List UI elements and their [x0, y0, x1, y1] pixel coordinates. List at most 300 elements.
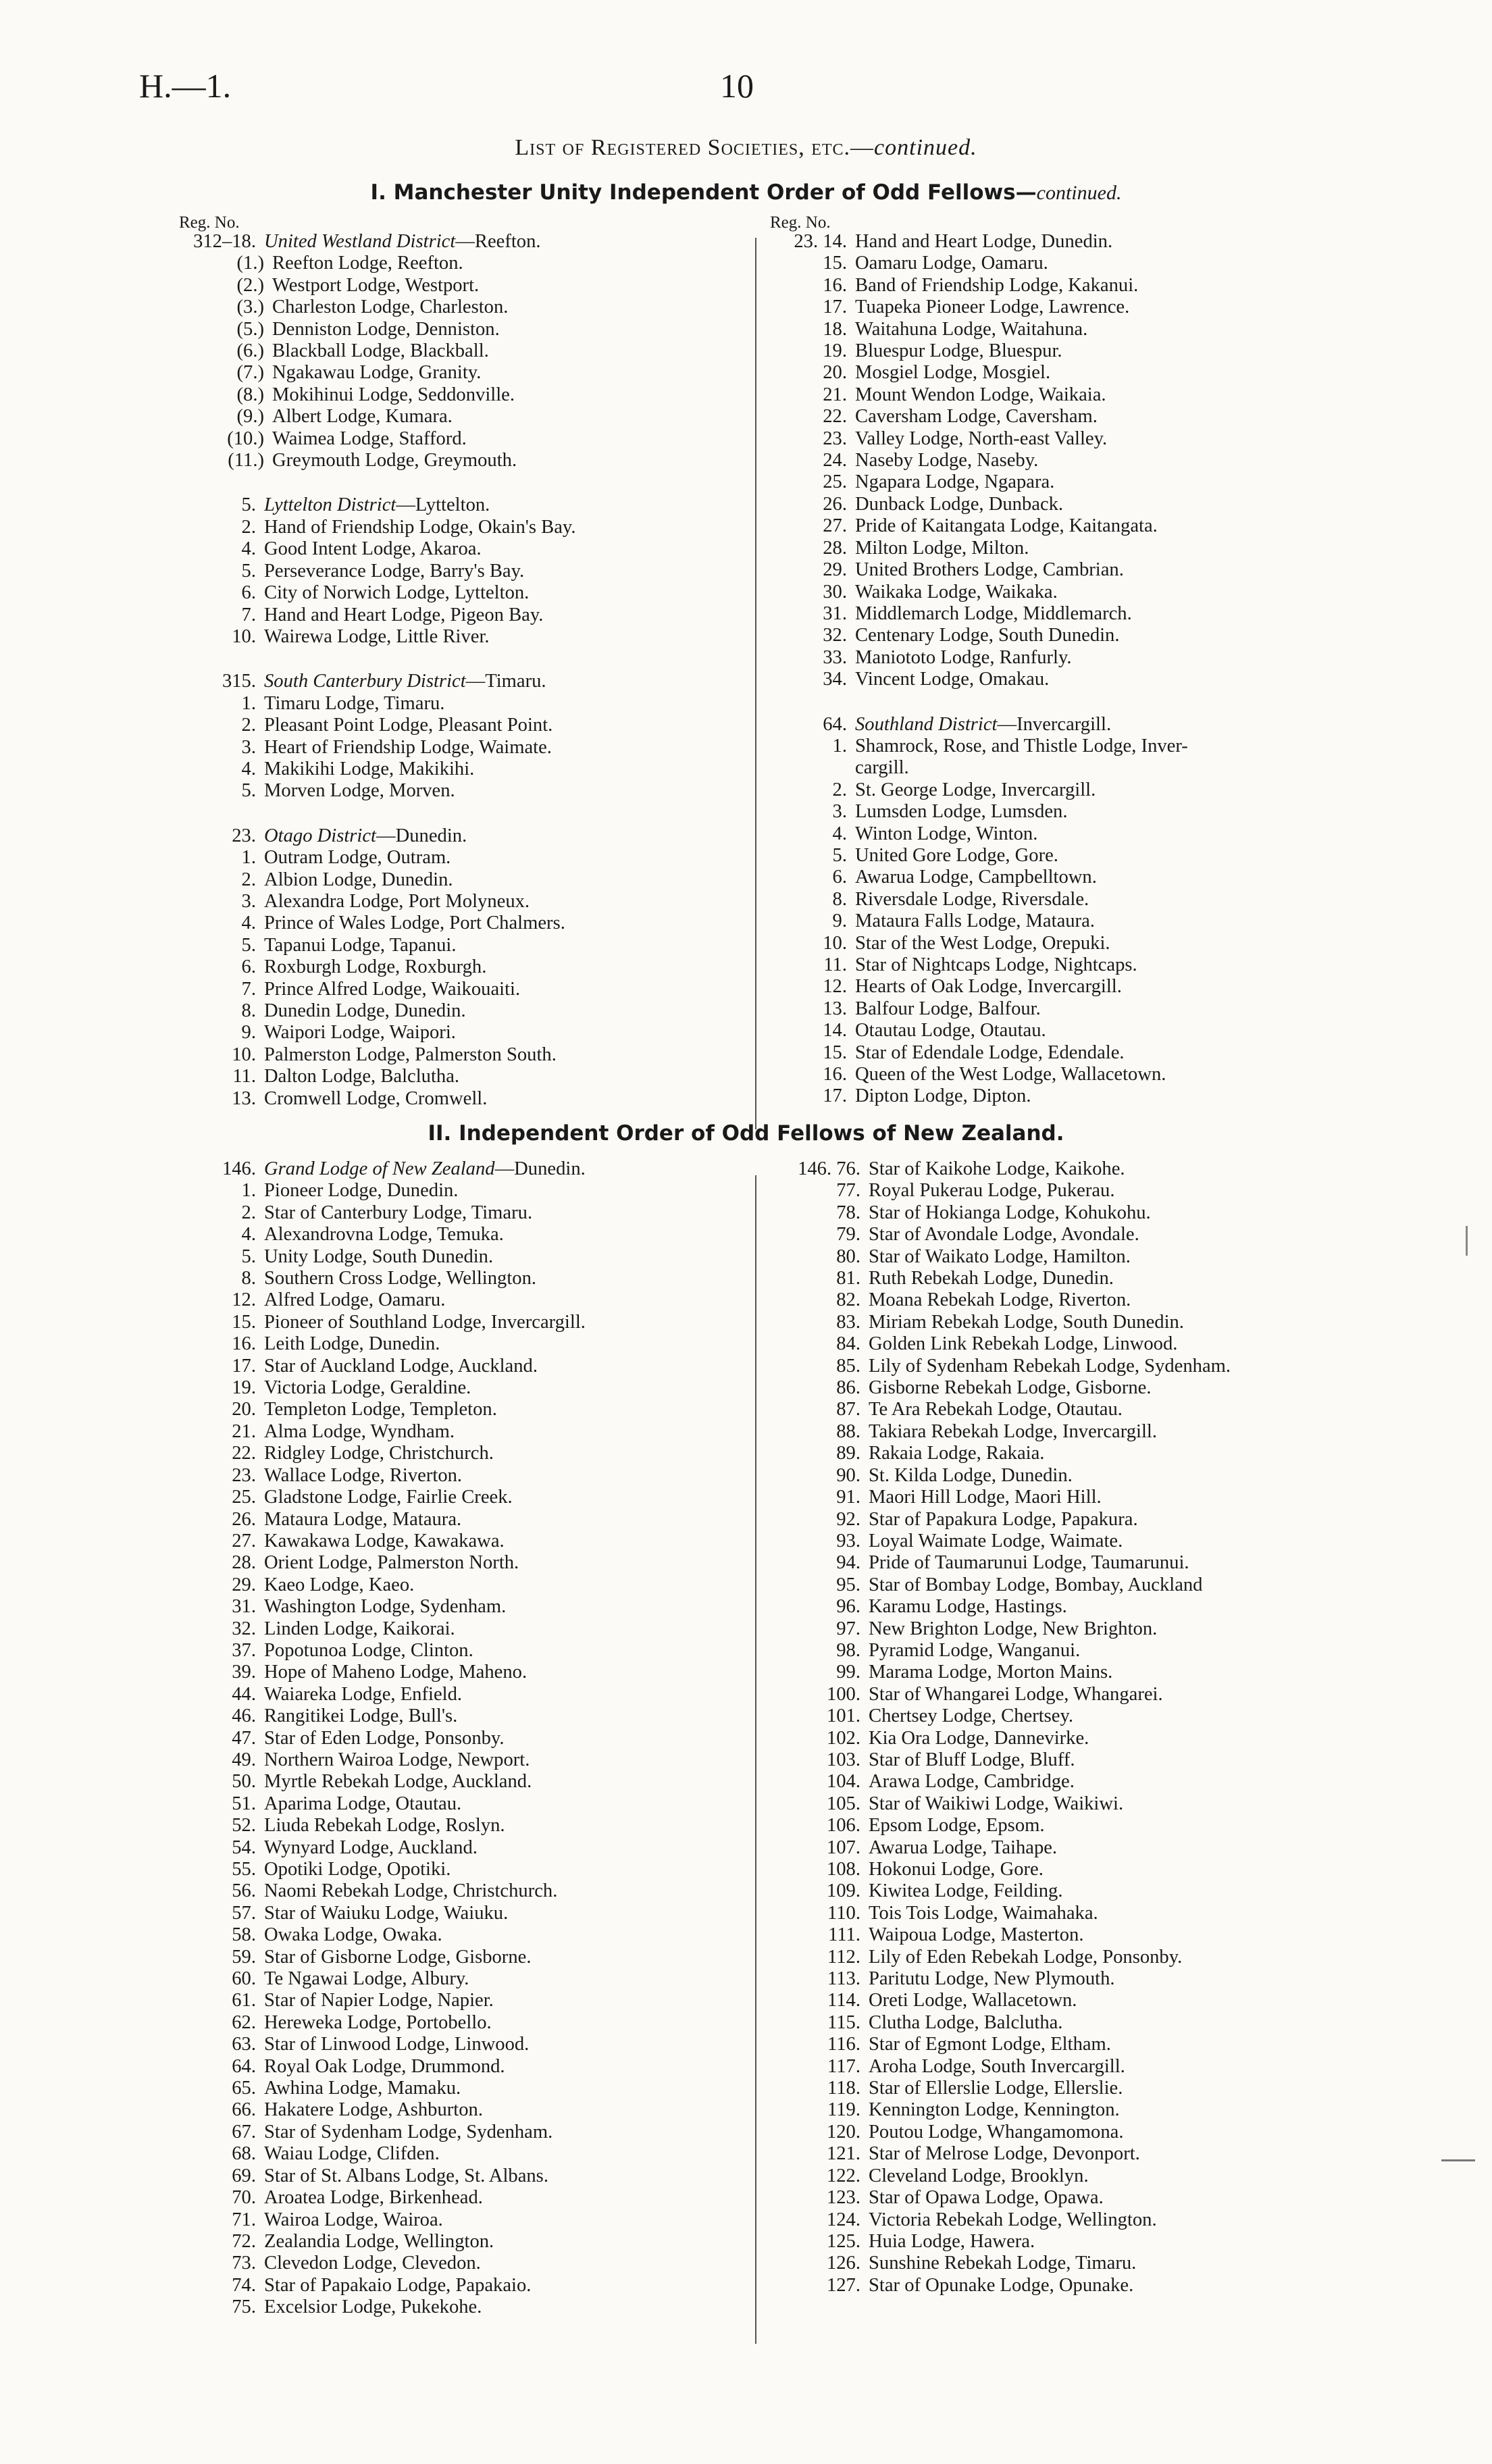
lodge-entry — [783, 2253, 1391, 2274]
entry-number: 9. — [241, 1022, 256, 1044]
lodge-name: Queen of the West Lodge, Wallacetown. — [855, 1064, 1166, 1085]
lodge-entry — [179, 956, 746, 978]
entry-number: 10. — [823, 932, 847, 954]
page-title — [0, 135, 1492, 161]
lodge-name: Lumsden Lodge, Lumsden. — [855, 801, 1068, 823]
entry-number: 80. — [836, 1246, 860, 1267]
entry-number: 98. — [836, 1639, 860, 1661]
entry-number: 101. — [826, 1705, 860, 1727]
entry-number: 120. — [826, 2121, 860, 2142]
lodge-name: Good Intent Lodge, Akaroa. — [264, 538, 482, 560]
lodge-name: Owaka Lodge, Owaka. — [264, 1924, 442, 1946]
lodge-name: Sunshine Rebekah Lodge, Timaru. — [869, 2253, 1137, 2274]
lodge-entry — [783, 2187, 1391, 2209]
entry-number: 32. — [232, 1618, 256, 1639]
entry-number: 16. — [823, 274, 847, 296]
lodge-entry — [179, 2165, 746, 2187]
lodge-entry — [179, 847, 746, 869]
lodge-name: Aparima Lodge, Otautau. — [264, 1793, 462, 1814]
lodge-name: Hand and Heart Lodge, Dunedin. — [855, 231, 1113, 252]
entry-number: (5.) — [236, 318, 264, 340]
lodge-entry — [783, 1333, 1391, 1355]
lodge-name: Makikihi Lodge, Makikihi. — [264, 758, 475, 779]
lodge-name: Caversham Lodge, Caversham. — [855, 406, 1098, 428]
lodge-name: Star of St. Albans Lodge, St. Albans. — [264, 2165, 548, 2186]
entry-number: 8. — [832, 888, 847, 910]
entry-number: 62. — [232, 2011, 256, 2033]
lodge-name: Hand and Heart Lodge, Pigeon Bay. — [264, 604, 544, 625]
lodge-entry — [179, 1552, 746, 1574]
entry-number: 10. — [232, 1044, 256, 1065]
lodge-name: Star of Whangarei Lodge, Whangarei. — [869, 1683, 1163, 1705]
entry-number: 77. — [836, 1180, 860, 1202]
entry-number: 63. — [232, 2034, 256, 2055]
lodge-name: Alexandrovna Lodge, Temuka. — [264, 1224, 504, 1246]
entry-number: 8. — [241, 1268, 256, 1289]
lodge-entry — [179, 979, 746, 1000]
lodge-entry — [179, 2034, 746, 2055]
lodge-entry — [770, 910, 1378, 932]
lodge-name: Hope of Maheno Lodge, Maheno. — [264, 1662, 528, 1683]
lodge-name: Paritutu Lodge, New Plymouth. — [869, 1968, 1115, 1990]
lodge-name: Star of Melrose Lodge, Devonport. — [869, 2143, 1140, 2165]
lodge-name: New Brighton Lodge, New Brighton. — [869, 1618, 1158, 1639]
lodge-entry — [770, 954, 1378, 976]
district-heading — [179, 231, 746, 253]
lodge-entry — [179, 1487, 746, 1508]
lodge-name: Star of Waikiwi Lodge, Waikiwi. — [869, 1793, 1124, 1814]
lodge-name: Clevedon Lodge, Clevedon. — [264, 2253, 481, 2274]
entry-number: 1. — [832, 735, 847, 756]
lodge-entry — [179, 1312, 746, 1333]
entry-number: 25. — [823, 471, 847, 493]
lodge-entry — [179, 538, 746, 560]
entry-number: 56. — [232, 1880, 256, 1902]
lodge-entry — [770, 471, 1378, 493]
lodge-name: Waiareka Lodge, Enfield. — [264, 1683, 463, 1705]
lodge-entry — [783, 1903, 1391, 1924]
entry-number: 31. — [823, 602, 847, 624]
lodge-entry — [770, 867, 1378, 888]
lodge-name: Pleasant Point Lodge, Pleasant Point. — [264, 715, 553, 736]
lodge-name: Star of Bluff Lodge, Bluff. — [869, 1749, 1075, 1770]
entry-number: 11. — [232, 1066, 256, 1087]
entry-number: 6. — [241, 956, 256, 978]
lodge-name: Star of Napier Lodge, Napier. — [264, 1990, 494, 2011]
section-heading-manchester-unity — [0, 180, 1492, 205]
lodge-entry — [179, 605, 746, 626]
lodge-name: Timaru Lodge, Timaru. — [264, 692, 445, 714]
lodge-entry — [783, 2056, 1391, 2078]
lodge-entry — [783, 1202, 1391, 1224]
entry-number: 100. — [826, 1683, 860, 1705]
lodge-entry — [179, 1662, 746, 1683]
lodge-entry — [179, 1947, 746, 1968]
lodge-entry — [179, 1771, 746, 1793]
entry-number: 66. — [232, 2099, 256, 2121]
entry-number: 68. — [232, 2143, 256, 2165]
lodge-name: Ngapara Lodge, Ngapara. — [855, 471, 1055, 493]
entry-number: 121. — [826, 2143, 860, 2165]
lodge-name: Prince Alfred Lodge, Waikouaiti. — [264, 978, 521, 1000]
lodge-entry — [783, 1880, 1391, 1902]
lodge-entry — [179, 693, 746, 715]
lodge-entry — [783, 2275, 1391, 2296]
lodge-entry — [179, 891, 746, 913]
entry-number: 65. — [232, 2078, 256, 2099]
lodge-name: Heart of Friendship Lodge, Waimate. — [264, 736, 552, 758]
entry-number: 90. — [836, 1464, 860, 1486]
entry-number: 85. — [836, 1355, 860, 1377]
entry-number: 312–18. — [193, 231, 256, 252]
lodge-name: Wairoa Lodge, Wairoa. — [264, 2209, 443, 2230]
entry-number: 32. — [823, 625, 847, 646]
entry-number: 111. — [828, 1924, 860, 1946]
entry-number: 64. — [823, 713, 847, 735]
lodge-name: Pyramid Lodge, Wanganui. — [869, 1639, 1081, 1661]
lodge-entry — [770, 625, 1378, 646]
lodge-name: Alfred Lodge, Oamaru. — [264, 1289, 446, 1311]
lodge-entry — [770, 976, 1378, 998]
entry-number: 123. — [826, 2187, 860, 2209]
lodge-name: Mount Wendon Lodge, Waikaia. — [855, 384, 1106, 405]
lodge-entry — [783, 2143, 1391, 2165]
lodge-name: Cromwell Lodge, Cromwell. — [264, 1087, 488, 1109]
section1-right-column — [770, 215, 1378, 1108]
lodge-name: Waikaka Lodge, Waikaka. — [855, 581, 1058, 602]
lodge-entry — [770, 779, 1378, 801]
lodge-entry — [770, 428, 1378, 450]
lodge-entry — [179, 1465, 746, 1487]
lodge-name: Charleston Lodge, Charleston. — [272, 297, 509, 318]
lodge-entry — [179, 715, 746, 736]
entry-number: 44. — [232, 1683, 256, 1705]
entry-number: 2. — [241, 516, 256, 538]
lodge-entry — [179, 935, 746, 956]
lodge-entry — [179, 517, 746, 538]
entry-number: 82. — [836, 1289, 860, 1311]
spacer — [179, 648, 746, 671]
lodge-name: Zealandia Lodge, Wellington. — [264, 2230, 494, 2252]
lodge-entry — [783, 2012, 1391, 2034]
district-heading — [179, 494, 746, 516]
lodge-name: Pioneer of Southland Lodge, Invercargill. — [264, 1311, 586, 1333]
lodge-name: Star of Papakura Lodge, Papakura. — [869, 1508, 1138, 1530]
lodge-name: United Gore Lodge, Gore. — [855, 844, 1058, 866]
lodge-name: Middlemarch Lodge, Middlemarch. — [855, 602, 1132, 624]
lodge-entry — [179, 2122, 746, 2143]
entry-number: 29. — [232, 1574, 256, 1595]
entry-number: 33. — [823, 646, 847, 668]
lodge-entry — [770, 494, 1378, 515]
entry-number: 1. — [241, 847, 256, 869]
entry-number: 86. — [836, 1377, 860, 1399]
entry-number: 4. — [241, 538, 256, 560]
lodge-entry — [783, 1859, 1391, 1880]
lodge-entry — [783, 1574, 1391, 1596]
lodge-entry — [179, 626, 746, 648]
lodge-name: Maniototo Lodge, Ranfurly. — [855, 646, 1072, 668]
entry-number: (10.) — [227, 428, 264, 449]
entry-number: 57. — [232, 1902, 256, 1924]
lodge-entry — [179, 1705, 746, 1727]
lodge-entry — [179, 1202, 746, 1224]
lodge-entry — [783, 1246, 1391, 1268]
lodge-name: Waitahuna Lodge, Waitahuna. — [855, 318, 1088, 340]
lodge-name: Morven Lodge, Morven. — [264, 780, 455, 802]
entry-number: 69. — [232, 2165, 256, 2186]
entry-number: 17. — [232, 1355, 256, 1377]
entry-number: 34. — [823, 669, 847, 690]
lodge-entry — [770, 603, 1378, 625]
entry-number: 81. — [836, 1268, 860, 1289]
lodge-name: Outram Lodge, Outram. — [264, 847, 451, 869]
lodge-name: Blackball Lodge, Blackball. — [272, 340, 489, 362]
lodge-entry — [783, 2078, 1391, 2099]
lodge-name: Royal Oak Lodge, Drummond. — [264, 2055, 505, 2077]
entry-number: 109. — [826, 1880, 860, 1902]
lodge-name: Karamu Lodge, Hastings. — [869, 1596, 1067, 1618]
lodge-entry — [783, 1487, 1391, 1508]
lodge-name: Hokonui Lodge, Gore. — [869, 1859, 1044, 1880]
entry-number: 2. — [241, 715, 256, 736]
lodge-entry — [770, 1020, 1378, 1042]
entry-number: 19. — [823, 340, 847, 362]
lodge-entry — [783, 2165, 1391, 2187]
lodge-entry — [179, 737, 746, 759]
lodge-entry — [783, 1618, 1391, 1640]
lodge-name: Albion Lodge, Dunedin. — [264, 869, 453, 890]
lodge-name: Star of Sydenham Lodge, Sydenham. — [264, 2121, 553, 2142]
lodge-entry — [179, 2056, 746, 2078]
lodge-entry — [179, 759, 746, 780]
lodge-entry — [783, 1443, 1391, 1464]
lodge-entry — [783, 2209, 1391, 2231]
lodge-name: Perseverance Lodge, Barry's Bay. — [264, 560, 525, 582]
entry-number: 5. — [241, 934, 256, 956]
entry-number: 23. — [232, 825, 256, 846]
entry-number: 27. — [823, 515, 847, 537]
entry-number: 29. — [823, 559, 847, 581]
entry-number: 2. — [832, 779, 847, 800]
lodge-entry — [770, 362, 1378, 384]
lodge-entry — [770, 340, 1378, 362]
lodge-entry — [770, 736, 1378, 757]
lodge-name: Star of Avondale Lodge, Avondale. — [869, 1224, 1139, 1246]
lodge-entry — [179, 340, 746, 362]
lodge-name: Opotiki Lodge, Opotiki. — [264, 1859, 451, 1880]
entry-number: 16. — [232, 1333, 256, 1355]
lodge-entry — [783, 1552, 1391, 1574]
lodge-name: Star of Waiuku Lodge, Waiuku. — [264, 1902, 509, 1924]
lodge-entry — [179, 1618, 746, 1640]
lodge-entry — [783, 1771, 1391, 1793]
lodge-entry — [783, 1224, 1391, 1246]
lodge-name: Arawa Lodge, Cambridge. — [869, 1771, 1075, 1793]
lodge-name: Otautau Lodge, Otautau. — [855, 1020, 1046, 1042]
section-heading-continued: continued. — [1036, 182, 1122, 204]
lodge-entry — [783, 2231, 1391, 2253]
entry-number: 7. — [241, 978, 256, 1000]
lodge-name: Naomi Rebekah Lodge, Christchurch. — [264, 1880, 558, 1902]
lodge-name: Greymouth Lodge, Greymouth. — [272, 450, 517, 471]
lodge-entry — [783, 1356, 1391, 1377]
lodge-name: Clutha Lodge, Balclutha. — [869, 2011, 1063, 2033]
entry-number: 23. 14. — [794, 231, 847, 252]
lodge-name: United Brothers Lodge, Cambrian. — [855, 559, 1124, 581]
lodge-entry — [179, 561, 746, 582]
entry-number: 125. — [826, 2230, 860, 2252]
lodge-name: Tuapeka Pioneer Lodge, Lawrence. — [855, 297, 1130, 318]
lodge-entry — [783, 1924, 1391, 1946]
lodge-name: Victoria Rebekah Lodge, Wellington. — [869, 2209, 1157, 2230]
entry-number: (8.) — [236, 384, 264, 405]
lodge-name: Star of Opunake Lodge, Opunake. — [869, 2274, 1134, 2296]
lodge-name: Milton Lodge, Milton. — [855, 537, 1029, 559]
lodge-name: Balfour Lodge, Balfour. — [855, 998, 1041, 1019]
lodge-entry — [179, 2187, 746, 2209]
lodge-name: Royal Pukerau Lodge, Pukerau. — [869, 1180, 1115, 1202]
lodge-name: Southern Cross Lodge, Wellington. — [264, 1268, 537, 1289]
lodge-entry — [770, 845, 1378, 867]
entry-number: 72. — [232, 2230, 256, 2252]
district-heading — [179, 825, 746, 847]
lodge-name: Poutou Lodge, Whangamomona. — [869, 2121, 1124, 2142]
lodge-entry — [783, 2122, 1391, 2143]
entry-number: 146. 76. — [798, 1158, 860, 1179]
entry-number: (9.) — [236, 406, 264, 428]
lodge-name: Awarua Lodge, Taihape. — [869, 1837, 1058, 1858]
entry-number: 116. — [827, 2034, 860, 2055]
entry-number: 1. — [241, 692, 256, 714]
lodge-entry — [179, 1022, 746, 1044]
entry-number: 108. — [826, 1859, 860, 1880]
spacer — [770, 691, 1378, 714]
lodge-name: Waipori Lodge, Waipori. — [264, 1022, 456, 1044]
lodge-name: Star of Canterbury Lodge, Timaru. — [264, 1202, 533, 1223]
lodge-entry — [179, 1224, 746, 1246]
lodge-entry — [783, 1180, 1391, 1202]
lodge-name: Star of the West Lodge, Orepuki. — [855, 932, 1110, 954]
district-name: South Canterbury District—Timaru. — [264, 671, 546, 692]
lodge-name: Tapanui Lodge, Tapanui. — [264, 934, 457, 956]
lodge-name: Marama Lodge, Morton Mains. — [869, 1662, 1113, 1683]
lodge-name: Awhina Lodge, Mamaku. — [264, 2078, 461, 2099]
spacer — [179, 471, 746, 494]
lodge-entry — [783, 1837, 1391, 1859]
entry-number: (2.) — [236, 274, 264, 296]
lodge-name: Oamaru Lodge, Oamaru. — [855, 253, 1048, 274]
lodge-name: Band of Friendship Lodge, Kakanui. — [855, 274, 1139, 296]
entry-number: 3. — [241, 736, 256, 758]
entry-number: 5. — [241, 560, 256, 582]
lodge-entry — [783, 1421, 1391, 1443]
entry-number: (6.) — [236, 340, 264, 362]
lodge-name: Hand of Friendship Lodge, Okain's Bay. — [264, 516, 576, 538]
lodge-name: Star of Linwood Lodge, Linwood. — [264, 2034, 530, 2055]
lodge-name: cargill. — [855, 757, 909, 779]
lodge-name: Star of Papakaio Lodge, Papakaio. — [264, 2274, 532, 2296]
lodge-name: Orient Lodge, Palmerston North. — [264, 1552, 519, 1574]
entry-number: 84. — [836, 1333, 860, 1355]
lodge-name: Star of Ellerslie Lodge, Ellerslie. — [869, 2078, 1123, 2099]
lodge-name: Shamrock, Rose, and Thistle Lodge, Inver- — [855, 735, 1188, 756]
entry-number: 23. — [232, 1464, 256, 1486]
lodge-entry — [179, 319, 746, 340]
lodge-name: Epsom Lodge, Epsom. — [869, 1815, 1045, 1837]
lodge-entry — [179, 2296, 746, 2318]
lodge-entry — [783, 1531, 1391, 1552]
lodge-name: Star of Waikato Lodge, Hamilton. — [869, 1246, 1131, 1267]
lodge-entry — [179, 1421, 746, 1443]
lodge-name: Golden Link Rebekah Lodge, Linwood. — [869, 1333, 1178, 1355]
entry-number: 89. — [836, 1443, 860, 1464]
lodge-entry — [783, 1705, 1391, 1727]
entry-number: 22. — [823, 406, 847, 428]
lodge-name: Huia Lodge, Hawera. — [869, 2230, 1035, 2252]
entry-number: 54. — [232, 1837, 256, 1858]
entry-number: 73. — [232, 2253, 256, 2274]
entry-number: 104. — [826, 1771, 860, 1793]
column-divider — [755, 1175, 756, 2344]
lodge-entry — [770, 801, 1378, 823]
entry-number: 99. — [836, 1662, 860, 1683]
entry-number: 87. — [836, 1399, 860, 1420]
entry-number: 55. — [232, 1859, 256, 1880]
entry-number: 78. — [836, 1202, 860, 1223]
entry-number: 49. — [232, 1749, 256, 1770]
lodge-entry — [179, 362, 746, 384]
lodge-entry — [179, 1333, 746, 1355]
lodge-entry — [770, 889, 1378, 910]
entry-number: 16. — [823, 1064, 847, 1085]
entry-number: 59. — [232, 1946, 256, 1968]
page-title-main: List of Registered Societies, etc.— — [515, 135, 875, 160]
lodge-entry — [783, 1662, 1391, 1683]
entry-number: 61. — [232, 1990, 256, 2011]
lodge-entry — [783, 1465, 1391, 1487]
lodge-entry — [179, 869, 746, 891]
lodge-entry — [783, 2099, 1391, 2121]
lodge-entry — [770, 933, 1378, 954]
lodge-entry — [770, 231, 1378, 253]
lodge-name: Dunedin Lodge, Dunedin. — [264, 1000, 466, 1021]
lodge-name: Kennington Lodge, Kennington. — [869, 2099, 1120, 2121]
section2-left-column — [179, 1158, 746, 2319]
lodge-entry — [783, 1990, 1391, 2011]
entry-number: 14. — [823, 1020, 847, 1042]
lodge-entry — [783, 1793, 1391, 1815]
lodge-name: Hearts of Oak Lodge, Invercargill. — [855, 976, 1122, 998]
entry-number: 5. — [241, 494, 256, 516]
lodge-name: Oreti Lodge, Wallacetown. — [869, 1990, 1077, 2011]
lodge-name: Alexandra Lodge, Port Molyneux. — [264, 890, 530, 912]
lodge-entry — [179, 450, 746, 471]
entry-number: 119. — [827, 2099, 860, 2121]
entry-number: 112. — [827, 1946, 860, 1968]
lodge-name: Te Ara Rebekah Lodge, Otautau. — [869, 1399, 1123, 1420]
lodge-name: Star of Kaikohe Lodge, Kaikohe. — [869, 1158, 1125, 1179]
lodge-entry — [179, 1793, 746, 1815]
lodge-entry — [179, 1088, 746, 1110]
entry-number: 113. — [827, 1968, 860, 1990]
lodge-entry — [179, 1377, 746, 1399]
entry-number: 31. — [232, 1596, 256, 1618]
entry-number: 17. — [823, 1085, 847, 1107]
entry-number: 118. — [827, 2078, 860, 2099]
lodge-name: Star of Bombay Lodge, Bombay, Auckland — [869, 1574, 1203, 1595]
entry-number: 17. — [823, 297, 847, 318]
